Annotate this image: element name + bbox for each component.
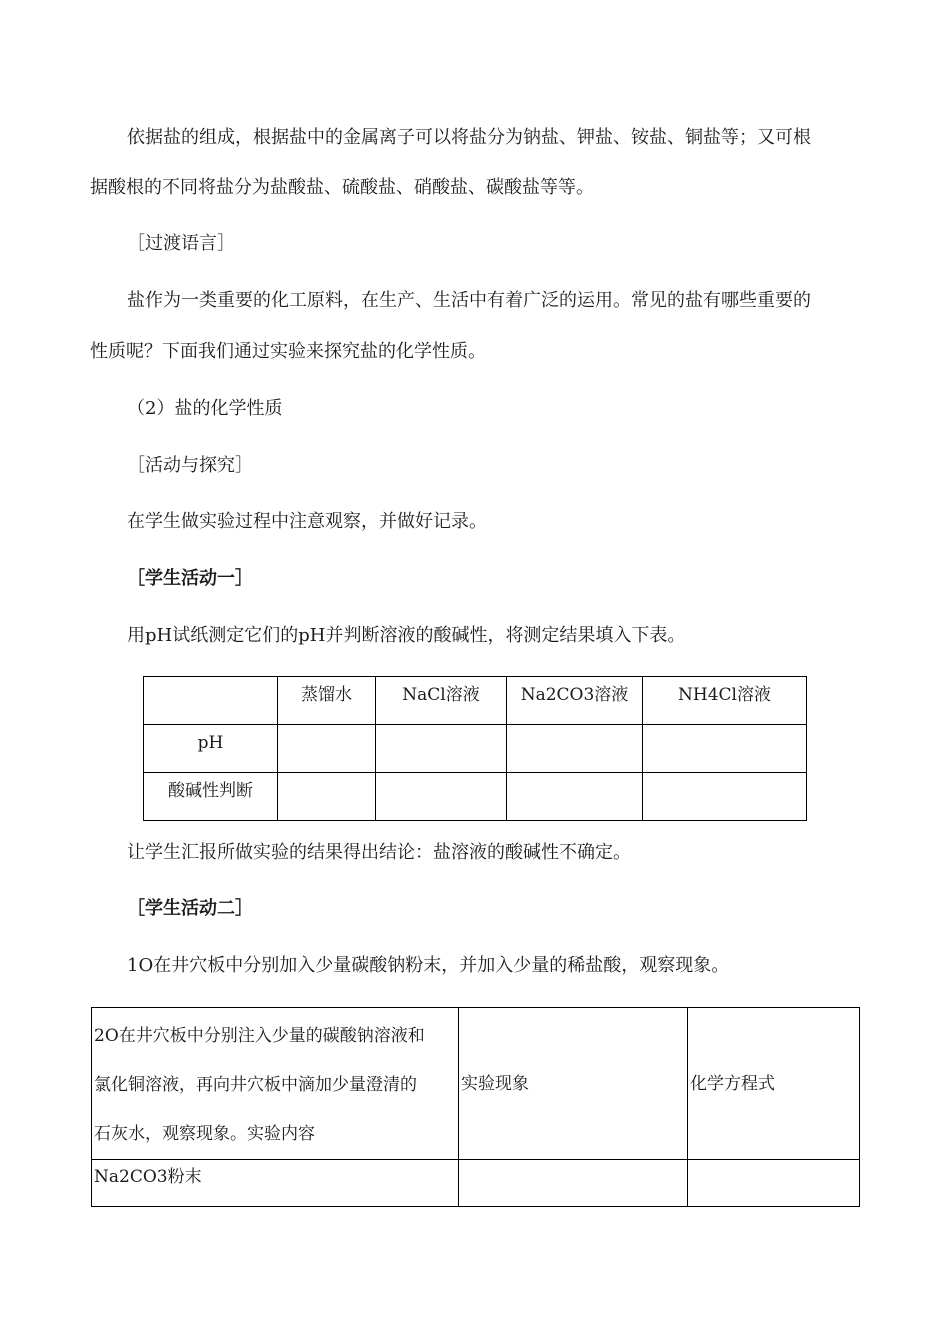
table2-header-line: 氯化铜溶液，再向井穴板中滴加少量澄清的 xyxy=(94,1075,417,1095)
table2-header-line: 2O在井穴板中分别注入少量的碳酸钠溶液和 xyxy=(94,1026,425,1046)
activity1-heading: ［学生活动一］ xyxy=(127,568,253,589)
instruction-text: 在学生做实验过程中注意观察，并做好记录。 xyxy=(127,511,487,532)
table2-header-phenomenon: 实验现象 xyxy=(459,1008,688,1160)
table1-row-label: 酸碱性判断 xyxy=(144,773,278,821)
table2-header-equation: 化学方程式 xyxy=(688,1008,860,1160)
transition-label: ［过渡语言］ xyxy=(127,233,235,254)
table1-header-cell xyxy=(144,677,278,725)
activity2-text: 1O在井穴板中分别加入少量碳酸钠粉末，并加入少量的稀盐酸，观察现象。 xyxy=(127,955,730,976)
activity2-heading: ［学生活动二］ xyxy=(127,898,253,919)
table1-cell xyxy=(278,773,376,821)
table1-row-label: pH xyxy=(144,725,278,773)
table1-cell xyxy=(376,725,507,773)
ph-results-table xyxy=(143,676,807,821)
table1-cell xyxy=(643,773,807,821)
table2-header-content xyxy=(92,1008,459,1160)
table1-cell xyxy=(507,725,643,773)
table1-cell xyxy=(376,773,507,821)
table2-cell xyxy=(688,1160,860,1207)
paragraph-line: 据酸根的不同将盐分为盐酸盐、硫酸盐、硝酸盐、碳酸盐等等。 xyxy=(90,177,594,198)
experiment-table xyxy=(91,1007,860,1207)
conclusion-text: 让学生汇报所做实验的结果得出结论：盐溶液的酸碱性不确定。 xyxy=(127,842,631,863)
table-row xyxy=(144,773,807,821)
table1-header-cell: NaCl溶液 xyxy=(376,677,507,725)
table1-header-cell: 蒸馏水 xyxy=(278,677,376,725)
table2-cell: Na2CO3粉末 xyxy=(92,1160,459,1207)
table2-header-line: 石灰水，观察现象。实验内容 xyxy=(94,1124,315,1144)
paragraph-line: 盐作为一类重要的化工原料，在生产、生活中有着广泛的运用。常见的盐有哪些重要的 xyxy=(127,290,811,311)
section-heading: （2）盐的化学性质 xyxy=(127,398,283,419)
table2-cell xyxy=(459,1160,688,1207)
table1-cell xyxy=(278,725,376,773)
table1-cell xyxy=(507,773,643,821)
table-row xyxy=(144,725,807,773)
paragraph-line: 依据盐的组成，根据盐中的金属离子可以将盐分为钠盐、钾盐、铵盐、铜盐等；又可根 xyxy=(127,127,811,148)
table1-header-cell: NH4Cl溶液 xyxy=(643,677,807,725)
paragraph-line: 性质呢？下面我们通过实验来探究盐的化学性质。 xyxy=(90,341,486,362)
activity-explore-label: ［活动与探究］ xyxy=(127,455,253,476)
table1-header-cell: Na2CO3溶液 xyxy=(507,677,643,725)
activity1-text: 用pH试纸测定它们的pH并判断溶液的酸碱性，将测定结果填入下表。 xyxy=(127,625,686,646)
table-row xyxy=(92,1160,860,1207)
table1-cell xyxy=(643,725,807,773)
